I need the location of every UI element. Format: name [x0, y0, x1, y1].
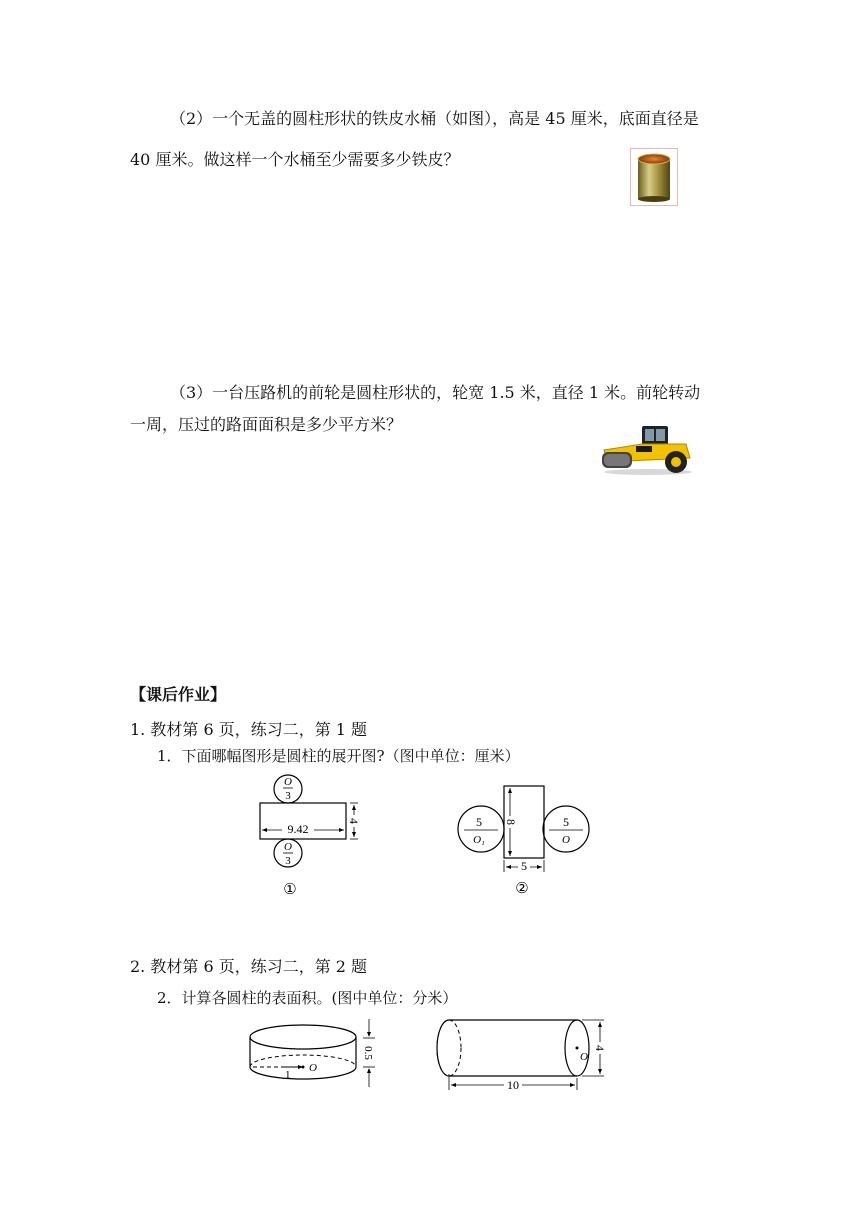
figure-3-radius-label: 1: [285, 1069, 291, 1081]
figure-3-center-label: O: [309, 1062, 317, 1074]
figure-1-net-diagram: [250, 772, 380, 902]
figure-1-bottom-circle-radius: 3: [285, 855, 291, 867]
homework-item-2-question: 2．计算各圆柱的表面积。(图中单位：分米）: [157, 989, 458, 1007]
figure-2-height-label: 8: [504, 819, 518, 825]
figure-2-width-label: 5: [521, 859, 527, 873]
problem-2-line-1: （2）一个无盖的圆柱形状的铁皮水桶（如图），高是 45 厘米，底面直径是: [170, 109, 699, 128]
figure-1-bottom-circle-center: O: [284, 841, 292, 853]
problem-2-line-2: 40 厘米。做这样一个水桶至少需要多少铁皮？: [130, 150, 460, 169]
metal-bucket-photo: [630, 148, 678, 206]
figure-2-right-circle-center: O: [562, 834, 570, 846]
figure-1-caption: ①: [283, 882, 297, 898]
figure-3-height-label: 0.5: [362, 1046, 374, 1060]
figure-2-net-diagram: [455, 780, 595, 900]
road-roller-photo: [598, 422, 696, 476]
figure-4-length-label: 10: [507, 1078, 519, 1092]
figure-3-cylinder: [245, 1015, 380, 1090]
problem-3-line-1: （3）一台压路机的前轮是圆柱形状的，轮宽 1.5 米，直径 1 米。前轮转动: [170, 383, 701, 402]
figure-2-right-circle-radius: 5: [563, 815, 569, 829]
figure-2-left-circle-center: O₁: [473, 834, 485, 846]
figure-4-cylinder: [432, 1012, 612, 1094]
figure-4-diameter-label: 4: [593, 1045, 607, 1051]
homework-item-1-question: 1．下面哪幅图形是圆柱的展开图?（图中单位：厘米）: [157, 747, 520, 765]
figure-1-width-label: 9.42: [287, 822, 309, 836]
figure-1-top-circle-center: O: [284, 776, 292, 788]
problem-3-line-2: 一周，压过的路面面积是多少平方米？: [130, 415, 403, 434]
homework-heading: 【课后作业】: [130, 685, 227, 704]
figure-2-left-circle-radius: 5: [476, 815, 482, 829]
figure-4-center-label: O: [580, 1051, 588, 1063]
figure-1-height-label: 4: [347, 818, 361, 824]
figure-1-top-circle-radius: 3: [285, 790, 291, 802]
homework-item-2: 2. 教材第 6 页，练习二，第 2 题: [130, 957, 368, 976]
figure-2-caption: ②: [515, 881, 529, 897]
homework-item-1: 1. 教材第 6 页，练习二，第 1 题: [130, 720, 368, 739]
